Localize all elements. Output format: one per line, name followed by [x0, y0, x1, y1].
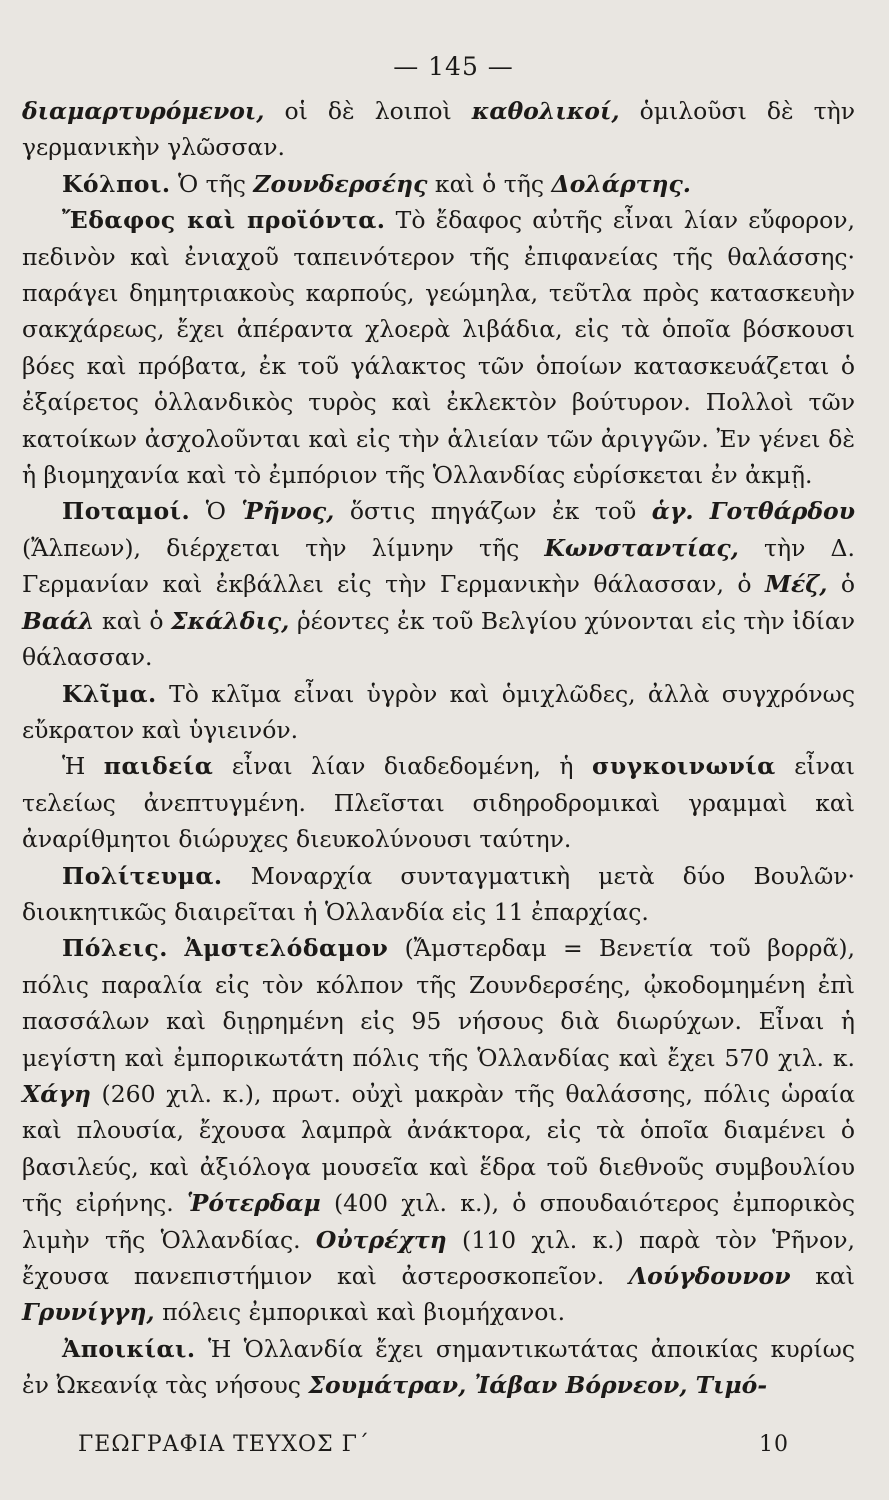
text-run: καὶ ὁ — [94, 606, 171, 635]
footer-book-title: ΓΕΩΓΡΑΦΙΑ ΤΕΥΧΟΣ Γ΄ — [78, 1432, 370, 1457]
term-waal: Βαάλ — [22, 606, 95, 635]
term-utrecht: Οὐτρέχτη — [315, 1225, 447, 1254]
paragraph-education — [22, 748, 855, 857]
text-run: ὅστις πηγάζων ἐκ τοῦ — [334, 497, 652, 526]
text-run: οἱ δὲ λοιποὶ — [264, 97, 472, 125]
paragraph-climate — [22, 676, 855, 749]
term-rotterdam: Ῥότερδαμ — [186, 1189, 321, 1218]
term-amsterdam: Ἀμστελόδαμον — [184, 934, 389, 963]
term-rhine: Ῥῆνος, — [241, 497, 335, 526]
term-education: παιδεία — [103, 752, 214, 781]
text-run: (110 χιλ. κ.) παρὰ τὸν Ῥῆνον, ἔχουσα πανεπιστήμιον καὶ ἀστεροσκοπεῖον. — [22, 1225, 855, 1290]
paragraph-colonies — [22, 1331, 855, 1404]
text-run: (400 χιλ. κ.), ὁ σπουδαιότερος ἐμπορικὸς λιμὴν τῆς Ὁλλανδίας. — [22, 1189, 855, 1254]
text-run: καὶ — [790, 1262, 855, 1290]
footer-signature-number: 10 — [759, 1432, 789, 1457]
text-run: εἶναι τελείως ἀνεπτυγμένη. Πλεῖσται σιδηροδρομικαὶ γραμμαὶ καὶ ἀναρίθμητοι διώρυχες διευκολύνουσι ταύτην. — [22, 752, 855, 854]
paragraph-cities — [22, 930, 855, 1330]
body-text — [22, 93, 855, 1404]
term-leiden: Λούγδουνον — [628, 1262, 791, 1290]
text-run: Ὁ τῆς — [170, 169, 254, 198]
text-run: Μοναρχία συνταγματικὴ μετὰ δύο Βουλῶν· διοικητικῶς διαιρεῖται ἡ Ὁλλανδία εἰς 11 ἐπαρχίας. — [22, 861, 855, 926]
section-heading-climate: Κλῖμα. — [62, 679, 157, 708]
term-constance: Κωνσταντίας, — [544, 533, 739, 562]
section-heading-government: Πολίτευμα. — [62, 861, 223, 890]
term-catholics: καθολικοί, — [471, 97, 620, 125]
term-dollart: Δολάρτης. — [551, 169, 691, 198]
text-run: ὁ — [827, 570, 855, 599]
text-run: (Ἄλπεων), διέρχεται τὴν λίμνην τῆς — [22, 533, 545, 562]
text-run: πόλεις ἐμπορικαὶ καὶ βιομήχανοι. — [154, 1298, 566, 1327]
term-islands: Σουμάτραν, Ἰάβαν Βόρνεον, Τιμό- — [308, 1371, 768, 1400]
section-heading-cities: Πόλεις. — [62, 934, 168, 963]
term-zuiderzee: Ζουνδερσέης — [253, 169, 428, 198]
text-run: (Ἄμστερδαμ = Βενετία τοῦ βορρᾶ), πόλις παραλία εἰς τὸν κόλπον τῆς Ζουνδερσέης, ᾠκοδομημένη ἐπὶ πασσάλων καὶ διῃρημένη εἰς 95 νήσους διὰ διωρύχων. Εἶναι ἡ μεγίστη καὶ ἐμπορικωτάτη πόλις τῆς Ὁλλανδίας καὶ ἔχει 570 χιλ. κ. — [22, 934, 855, 1072]
term-protestants: διαμαρτυρόμενοι, — [22, 97, 265, 125]
term-meuse: Μέζ, — [764, 570, 828, 599]
text-run: ῥέοντες ἐκ τοῦ Βελγίου χύνονται εἰς τὴν ἰδίαν θάλασσαν. — [22, 606, 855, 672]
section-heading-colonies: Ἀποικίαι. — [62, 1334, 196, 1363]
text-run — [168, 934, 184, 962]
term-gotthard: ἁγ. Γοτθάρδου — [651, 497, 855, 526]
term-communication: συγκοινωνία — [592, 752, 776, 781]
text-run: (260 χιλ. κ.), πρωτ. οὐχὶ μακρὰν τῆς θαλάσσης, πόλις ὡραία καὶ πλουσία, ἔχουσα λαμπρὰ ἀνάκτορα, εἰς τὰ ὁποῖα διαμένει ὁ βασιλεύς, καὶ ἀξιόλογα μουσεῖα καὶ ἕδρα τοῦ διεθνοῦς συμβουλίου τῆς εἰρήνης. — [22, 1079, 855, 1218]
text-run: Ὁ — [190, 497, 242, 526]
section-heading-rivers: Ποταμοί. — [62, 497, 191, 526]
term-hague: Χάγη — [22, 1079, 91, 1108]
page-number: — 145 — — [393, 52, 514, 81]
text-run: Τὸ κλῖμα εἶναι ὑγρὸν καὶ ὁμιχλῶδες, ἀλλὰ συγχρόνως εὔκρατον καὶ ὑγιεινόν. — [22, 679, 855, 744]
paragraph-religion — [22, 93, 855, 166]
paragraph-rivers — [22, 493, 855, 675]
term-scheldt: Σκάλδις, — [171, 606, 290, 635]
text-run: Ἡ Ὁλλανδία ἔχει σημαντικωτάτας ἀποικίας κυρίως ἐν Ὠκεανίᾳ τὰς νήσους — [22, 1334, 855, 1400]
text-run: εἶναι λίαν διαδεδομένη, ἡ — [213, 752, 592, 781]
paragraph-soil-products — [22, 202, 855, 493]
text-run: ὁμιλοῦσι δὲ τὴν γερμανικὴν γλῶσσαν. — [22, 97, 855, 162]
section-heading-soil: Ἔδαφος καὶ προϊόντα. — [62, 206, 386, 235]
text-run: τὴν Δ. Γερμανίαν καὶ ἐκβάλλει εἰς τὴν Γερμανικὴν θάλασσαν, ὁ — [22, 533, 855, 599]
text-run: Ἡ — [62, 752, 104, 781]
paragraph-government — [22, 858, 855, 931]
page-footer — [78, 1432, 789, 1457]
text-run: καὶ ὁ τῆς — [427, 169, 552, 198]
term-groningen: Γρυνίγγη, — [22, 1298, 155, 1327]
section-heading-gulfs: Κόλποι. — [62, 169, 171, 198]
text-run: Τὸ ἔδαφος αὐτῆς εἶναι λίαν εὔφορον, πεδινὸν καὶ ἐνιαχοῦ ταπεινότερον τῆς ἐπιφανείας τῆς θαλάσσης· παράγει δημητριακοὺς καρπούς, γεώμηλα, τεῦτλα πρὸς κατασκευὴν σακχάρεως, ἔχει ἀπέραντα χλοερὰ λιβάδια, εἰς τὰ ὁποῖα βόσκουσι βόες καὶ πρόβατα, ἐκ τοῦ γάλακτος τῶν ὁποίων κατασκευάζεται ὁ ἐξαίρετος ὁλλανδικὸς τυρὸς καὶ ἐκλεκτὸν βούτυρον. Πολλοὶ τῶν κατοίκων ἀσχολοῦνται καὶ εἰς τὴν ἁλιείαν τῶν ἀριγγῶν. Ἐν γένει δὲ ἡ βιομηχανία καὶ τὸ ἐμπόριον τῆς Ὁλλανδίας εὑρίσκεται ἐν ἀκμῇ. — [22, 206, 855, 490]
paragraph-gulfs — [22, 166, 855, 202]
